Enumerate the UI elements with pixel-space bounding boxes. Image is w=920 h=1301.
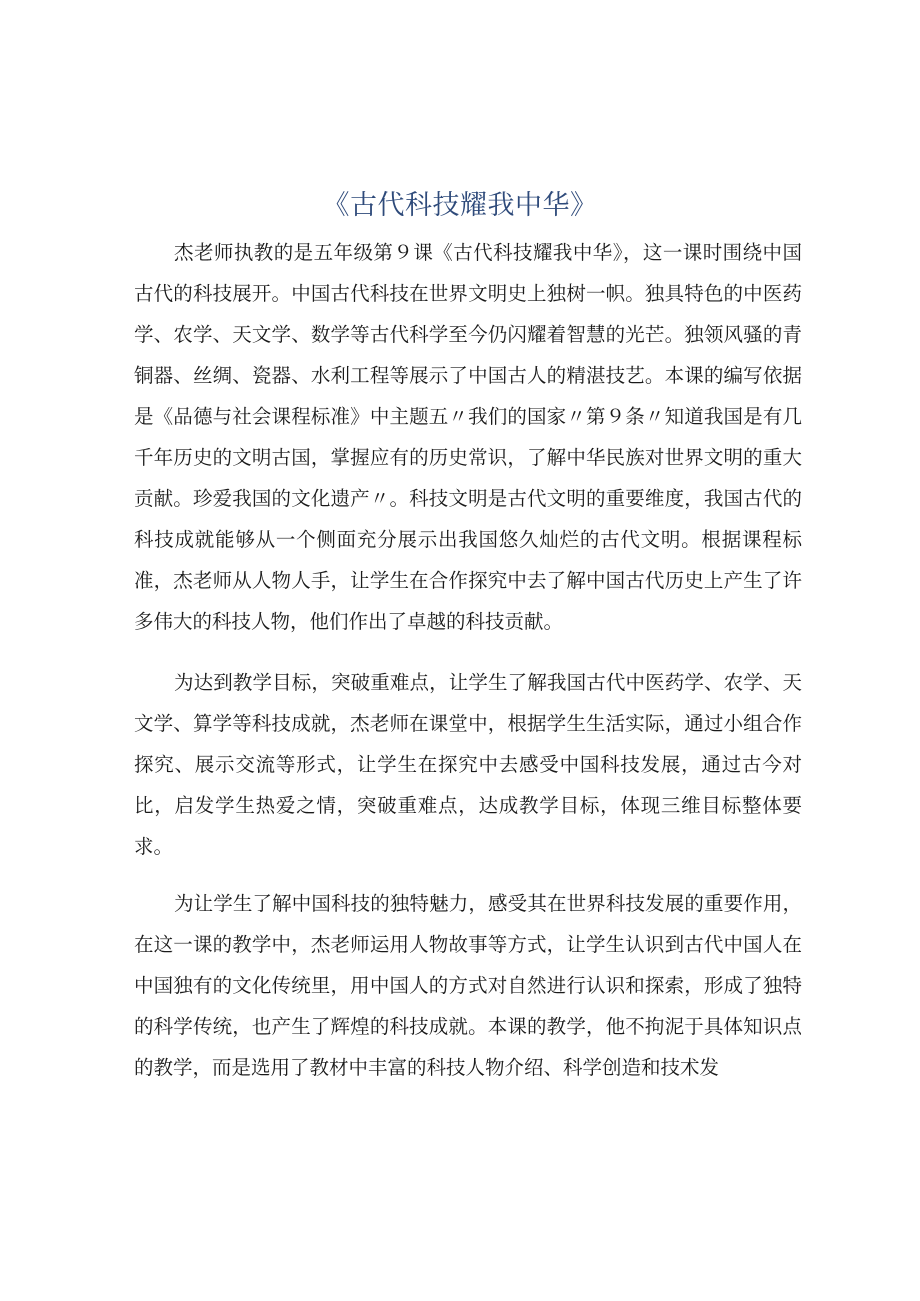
paragraph-2: 为达到教学目标，突破重难点，让学生了解我国古代中医药学、农学、天文学、算学等科技成就，杰老师在课堂中，根据学生生活实际，通过小组合作探究、展示交流等形式，让学生在探究中去感受中国科技发展，通过古今对比，启发学生热爱之情，突破重难点，达成教学目标，体现三维目标整体要求。 (134, 671, 802, 858)
document-title: 《古代科技耀我中华》 (322, 190, 598, 221)
paragraph-3: 为让学生了解中国科技的独特魅力，感受其在世界科技发展的重要作用，在这一课的教学中，杰老师运用人物故事等方式，让学生认识到古代中国人在中国独有的文化传统里，用中国人的方式对自然进行认识和探索，形成了独特的科学传统，也产生了辉煌的科技成就。本课的教学，他不拘泥于具体知识点的教学，而是选用了教材中丰富的科技人物介绍、科学创造和技术发 (134, 892, 802, 1079)
paragraph-1: 杰老师执教的是五年级第９课《古代科技耀我中华》，这一课时围绕中国古代的科技展开。中国古代科技在世界文明史上独树一帜。独具特色的中医药学、农学、天文学、数学等古代科学至今仍闪耀着智慧的光芒。独领风骚的青铜器、丝绸、瓷器、水利工程等展示了中国古人的精湛技艺。本课的编写依据是《品德与社会课程标准》中主题五〃我们的国家〃第９条〃知道我国是有几千年历史的文明古国，掌握应有的历史常识，了解中华民族对世界文明的重大贡献。珍爱我国的文化遗产〃。科技文明是古代文明的重要维度，我国古代的科技成就能够从一个侧面充分展示出我国悠久灿烂的古代文明。根据课程标准，杰老师从人物人手，让学生在合作探究中去了解中国古代历史上产生了许多伟大的科技人物，他们作出了卓越的科技贡献。 (134, 241, 802, 633)
